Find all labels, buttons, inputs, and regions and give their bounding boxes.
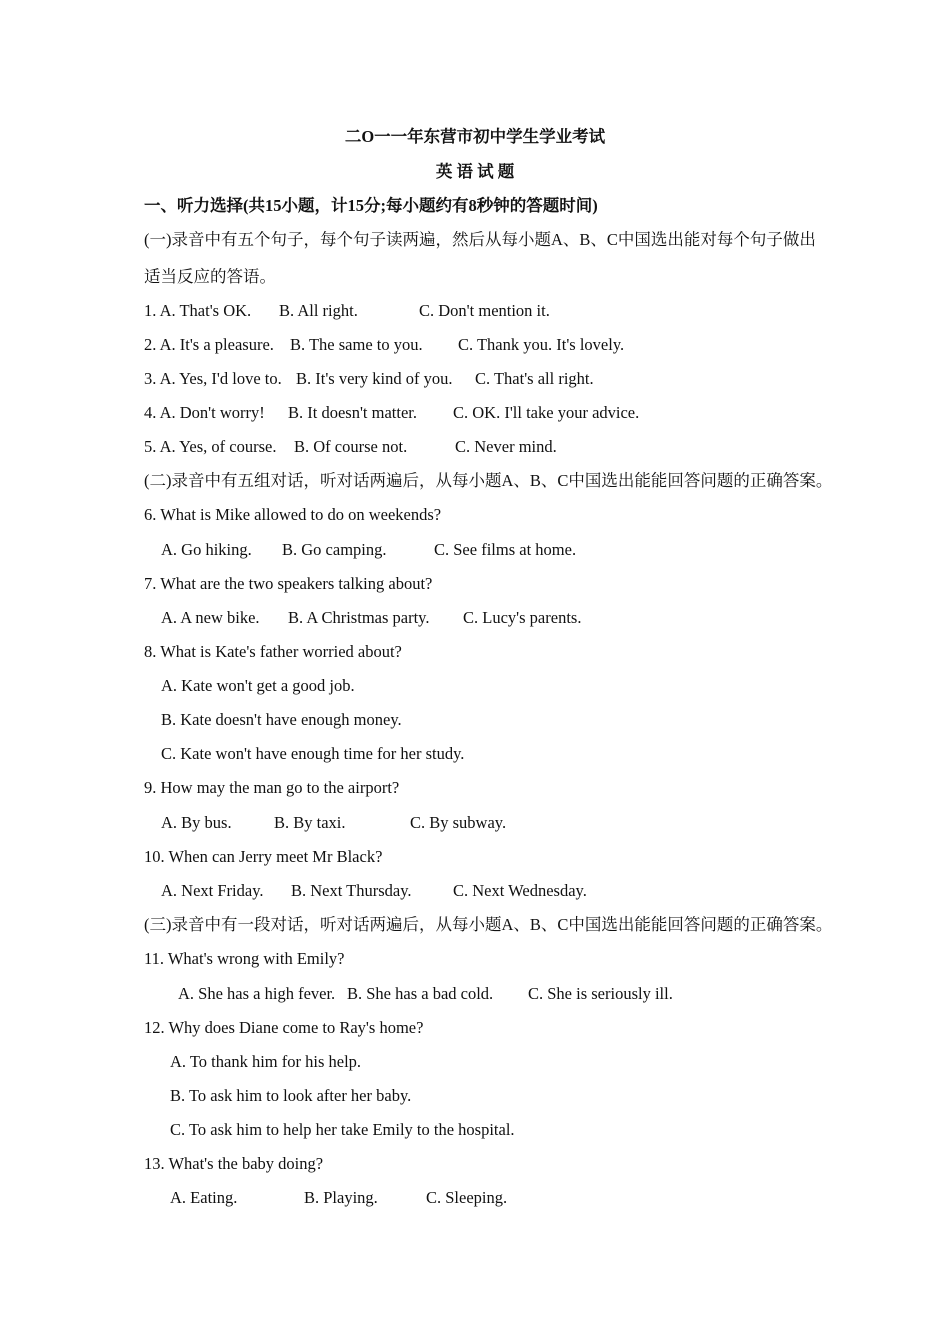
q5-option-b: B. Of course not.	[294, 437, 408, 456]
q2-option-b: B. The same to you.	[290, 335, 423, 354]
q9-option-a: A. By bus.	[161, 813, 232, 832]
q4-option-b: B. It doesn't matter.	[288, 403, 417, 422]
q12-option-c: C. To ask him to help her take Emily to the hospital.	[170, 1120, 515, 1139]
part1-instruction-line1: (一)录音中有五个句子，每个句子读两遍，然后从每小题A、B、C中国选出能对每个句子做出	[144, 230, 816, 249]
q7-stem: 7. What are the two speakers talking about?	[144, 574, 433, 593]
q1-option-b: B. All right.	[279, 301, 358, 320]
q8-option-a: A. Kate won't get a good job.	[161, 676, 355, 695]
part1-instruction-line2: 适当反应的答语。	[144, 267, 276, 286]
part2-instruction: (二)录音中有五组对话，听对话两遍后，从每小题A、B、C中国选出能能回答问题的正确答案。	[144, 471, 833, 490]
q9-stem: 9. How may the man go to the airport?	[144, 778, 400, 797]
q6-option-a: A. Go hiking.	[161, 540, 252, 559]
q11-option-b: B. She has a bad cold.	[347, 984, 494, 1003]
q10-stem: 10. When can Jerry meet Mr Black?	[144, 847, 383, 866]
q3-option-c: C. That's all right.	[475, 369, 594, 388]
q8-option-c: C. Kate won't have enough time for her study.	[161, 744, 465, 763]
q2-option-a: 2. A. It's a pleasure.	[144, 335, 274, 354]
q12-option-a: A. To thank him for his help.	[170, 1052, 362, 1071]
q6-option-c: C. See films at home.	[434, 540, 577, 559]
q13-option-a: A. Eating.	[170, 1188, 238, 1207]
q9-option-c: C. By subway.	[410, 813, 507, 832]
q5-option-a: 5. A. Yes, of course.	[144, 437, 277, 456]
q6-option-b: B. Go camping.	[282, 540, 387, 559]
q6-stem: 6. What is Mike allowed to do on weekends?	[144, 505, 442, 524]
q8-option-b: B. Kate doesn't have enough money.	[161, 710, 402, 729]
q1-option-a: 1. A. That's OK.	[144, 301, 252, 320]
q4-option-c: C. OK. I'll take your advice.	[453, 403, 640, 422]
q4-option-a: 4. A. Don't worry!	[144, 403, 265, 422]
q1-option-c: C. Don't mention it.	[419, 301, 550, 320]
q12-option-b: B. To ask him to look after her baby.	[170, 1086, 412, 1105]
q3-option-b: B. It's very kind of you.	[296, 369, 453, 388]
q9-option-b: B. By taxi.	[274, 813, 346, 832]
q5-option-c: C. Never mind.	[455, 437, 557, 456]
exam-subtitle: 英 语 试 题	[435, 162, 515, 181]
exam-title: 二O一一年东营市初中学生学业考试	[344, 127, 606, 146]
q11-stem: 11. What's wrong with Emily?	[144, 949, 345, 968]
q13-option-c: C. Sleeping.	[426, 1188, 508, 1207]
q7-option-a: A. A new bike.	[161, 608, 260, 627]
q11-option-c: C. She is seriously ill.	[528, 984, 673, 1003]
q2-option-c: C. Thank you. It's lovely.	[458, 335, 625, 354]
q7-option-b: B. A Christmas party.	[288, 608, 430, 627]
part3-instruction: (三)录音中有一段对话，听对话两遍后，从每小题A、B、C中国选出能能回答问题的正确答案。	[144, 915, 833, 934]
q10-option-b: B. Next Thursday.	[291, 881, 412, 900]
section-heading-listening: 一、听力选择(共15小题，计15分;每小题约有8秒钟的答题时间)	[144, 196, 598, 215]
q13-stem: 13. What's the baby doing?	[144, 1154, 324, 1173]
q3-option-a: 3. A. Yes, I'd love to.	[144, 369, 282, 388]
q12-stem: 12. Why does Diane come to Ray's home?	[144, 1018, 424, 1037]
q11-option-a: A. She has a high fever.	[178, 984, 336, 1003]
q8-stem: 8. What is Kate's father worried about?	[144, 642, 402, 661]
q13-option-b: B. Playing.	[304, 1188, 378, 1207]
q10-option-a: A. Next Friday.	[161, 881, 264, 900]
q7-option-c: C. Lucy's parents.	[463, 608, 582, 627]
q10-option-c: C. Next Wednesday.	[453, 881, 587, 900]
